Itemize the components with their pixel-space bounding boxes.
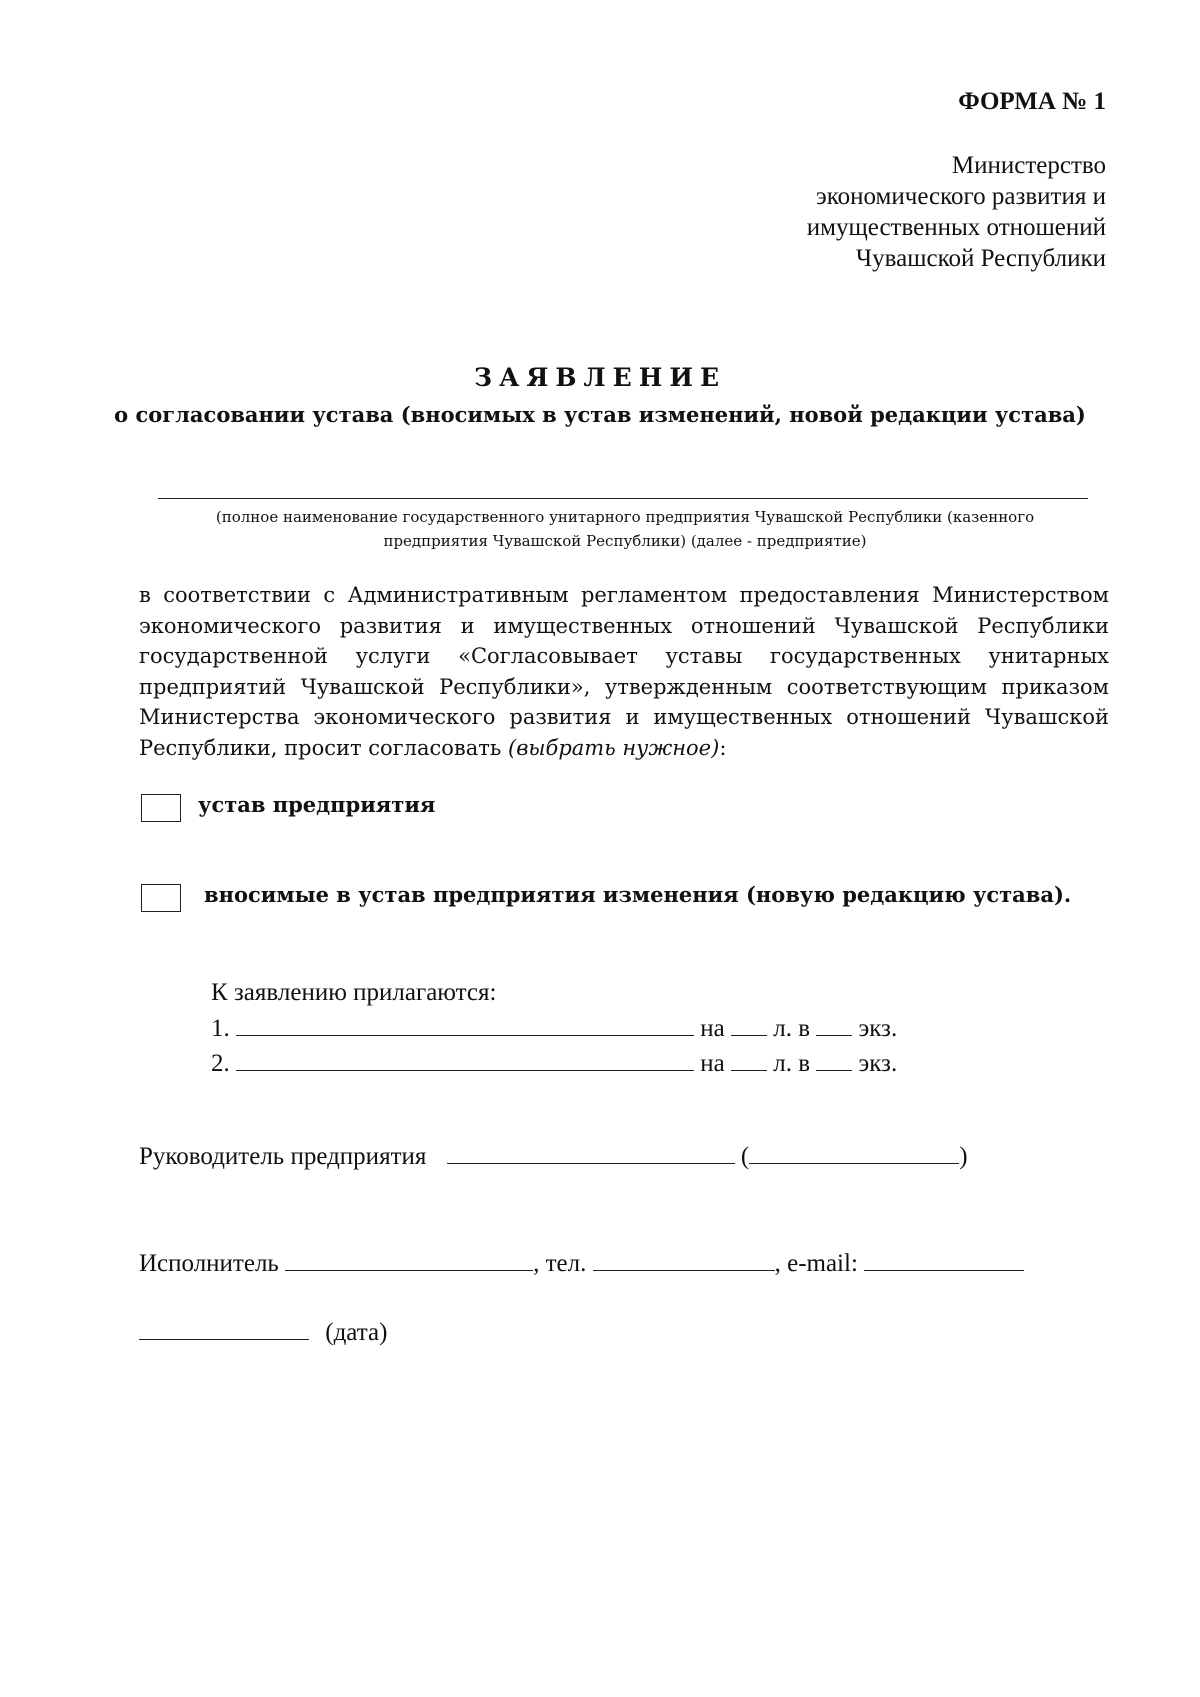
paren-open: ( [740, 1143, 750, 1170]
attachment-copies-label: экз. [858, 1050, 898, 1077]
attachment-copies-field[interactable] [816, 1048, 852, 1071]
attachment-sheets-label: л. в [773, 1050, 811, 1077]
email-field[interactable] [864, 1248, 1024, 1271]
option-label-charter: устав предприятия [198, 792, 436, 817]
date-field[interactable] [139, 1317, 309, 1340]
attachment-na: на [700, 1050, 725, 1077]
attachment-row [211, 1013, 897, 1043]
caption-line: (полное наименование государственного унитарного предприятия Чувашской Республики (казенного [215, 508, 1035, 526]
date-label: (дата) [325, 1319, 388, 1346]
attachment-name-field[interactable] [236, 1013, 694, 1036]
attachment-na: на [700, 1015, 725, 1042]
executor-name-field[interactable] [285, 1248, 533, 1271]
email-label: , e-mail: [774, 1250, 858, 1277]
body-instruction: (выбрать нужное) [508, 735, 720, 760]
addressee-line: имущественных отношений [806, 214, 1106, 241]
attachment-row [211, 1048, 897, 1078]
attachment-number: 1. [211, 1015, 230, 1042]
attachment-sheets-field[interactable] [731, 1013, 767, 1036]
addressee-block [807, 150, 1106, 274]
attachment-copies-label: экз. [858, 1015, 898, 1042]
enterprise-name-caption [170, 505, 1080, 553]
tel-label: , тел. [533, 1250, 587, 1277]
date-row [139, 1317, 387, 1347]
attachment-name-field[interactable] [236, 1048, 694, 1071]
attachment-number: 2. [211, 1050, 230, 1077]
document-title: ЗАЯВЛЕНИЕ [473, 363, 727, 392]
caption-line: предприятия Чувашской Республики) (далее - предприятие) [383, 532, 867, 550]
attachment-sheets-label: л. в [773, 1015, 811, 1042]
addressee-line: Министерство [951, 152, 1106, 179]
head-signature-row [139, 1141, 968, 1171]
body-colon: : [719, 735, 727, 760]
option-checkbox-amendments[interactable] [141, 884, 181, 912]
enterprise-name-field[interactable] [158, 498, 1088, 499]
body-paragraph [139, 580, 1109, 763]
head-signature-field[interactable] [447, 1141, 735, 1164]
head-name-field[interactable] [749, 1141, 959, 1164]
option-checkbox-charter[interactable] [141, 794, 181, 822]
document-subtitle: о согласовании устава (вносимых в устав изменений, новой редакции устава) [114, 402, 1086, 427]
attachment-copies-field[interactable] [816, 1013, 852, 1036]
paren-close: ) [959, 1143, 968, 1170]
attachments-heading: К заявлению прилагаются: [211, 979, 497, 1006]
option-label-amendments: вносимые в устав предприятия изменения (новую редакцию устава). [204, 882, 1072, 907]
addressee-line: Чувашской Республики [855, 245, 1106, 272]
form-number: ФОРМА № 1 [958, 88, 1106, 115]
body-text: в соответствии с Административным регламентом предоставления Министерством экономического развития и имущественных отношений Чувашской Республики государственной услуги «Согласовывает уставы государственных унитарных предприятий Чувашской Республики», утвержденным соответствующим приказом Министерства экономического развития и имущественных отношений Чувашской Республики, просит согласовать [139, 583, 1109, 760]
attachment-sheets-field[interactable] [731, 1048, 767, 1071]
executor-row [139, 1248, 1024, 1278]
addressee-line: экономического развития и [816, 183, 1106, 210]
tel-field[interactable] [593, 1248, 775, 1271]
executor-label: Исполнитель [139, 1250, 279, 1277]
head-label: Руководитель предприятия [139, 1143, 427, 1170]
